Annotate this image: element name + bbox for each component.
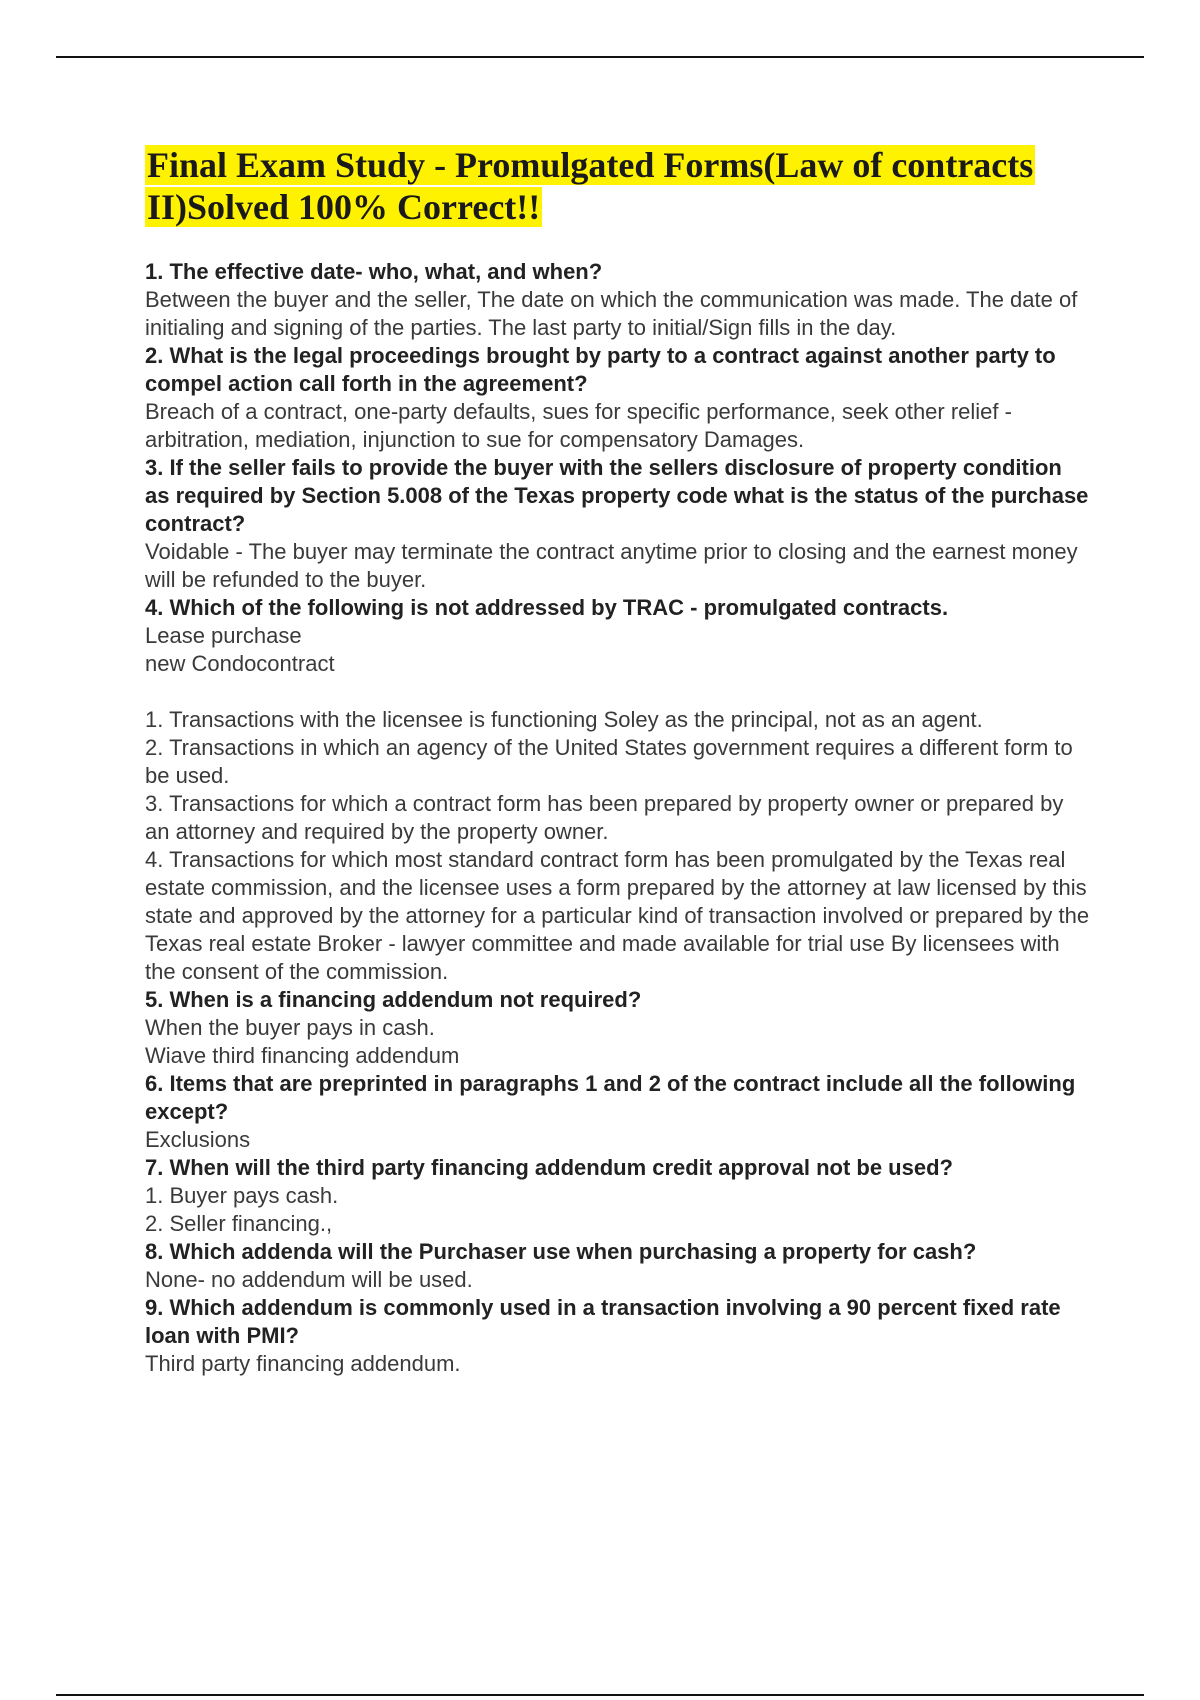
answer-5-line-2: Wiave third financing addendum — [145, 1043, 460, 1068]
answer-6: Exclusions — [145, 1127, 251, 1152]
question-1: 1. The effective date- who, what, and when? — [145, 259, 603, 284]
question-9: 9. Which addendum is commonly used in a transaction involving a 90 percent fixed rate loan with PMI? — [145, 1295, 1061, 1348]
answer-7-line-1: 1. Buyer pays cash. — [145, 1183, 339, 1208]
answer-4-line-5: 2. Transactions in which an agency of the United States government requires a different form to be used. — [145, 735, 1073, 788]
question-5: 5. When is a financing addendum not required? — [145, 987, 642, 1012]
qa-item-7 — [145, 1154, 1090, 1238]
answer-4-line-6: 3. Transactions for which a contract form has been prepared by property owner or prepared by an attorney and required by the property owner. — [145, 791, 1064, 844]
answer-4-line-2: new Condocontract — [145, 651, 335, 676]
answer-4-line-7: 4. Transactions for which most standard contract form has been promulgated by the Texas real estate commission, and the licensee uses a form prepared by the attorney at law licensed by this state and approved by the attorney for a particular kind of transaction involved or prepared by the Texas real estate Broker - lawyer committee and made available for trial use By licensees with the consent of the commission. — [145, 847, 1090, 984]
answer-2: Breach of a contract, one-party defaults, sues for specific performance, seek other relief - arbitration, mediation, injunction to sue for compensatory Damages. — [145, 399, 1012, 452]
qa-item-1 — [145, 258, 1090, 342]
question-7: 7. When will the third party financing addendum credit approval not be used? — [145, 1155, 953, 1180]
question-2: 2. What is the legal proceedings brought by party to a contract against another party to compel action call forth in the agreement? — [145, 343, 1056, 396]
question-8: 8. Which addenda will the Purchaser use when purchasing a property for cash? — [145, 1239, 977, 1264]
question-3: 3. If the seller fails to provide the buyer with the sellers disclosure of property condition as required by Section 5.008 of the Texas property code what is the status of the purchase contract? — [145, 455, 1089, 536]
document-title — [145, 144, 1095, 228]
blank-line — [145, 678, 1090, 706]
qa-item-6 — [145, 1070, 1090, 1154]
qa-item-2 — [145, 342, 1090, 454]
title-line-2: II)Solved 100% Correct!! — [147, 187, 541, 227]
answer-9: Third party financing addendum. — [145, 1351, 461, 1376]
top-rule — [56, 56, 1144, 58]
qa-item-5 — [145, 986, 1090, 1070]
qa-list — [145, 258, 1090, 1378]
answer-3: Voidable - The buyer may terminate the contract anytime prior to closing and the earnest money will be refunded to the buyer. — [145, 539, 1078, 592]
answer-8: None- no addendum will be used. — [145, 1267, 473, 1292]
answer-4-line-4: 1. Transactions with the licensee is functioning Soley as the principal, not as an agent. — [145, 707, 983, 732]
qa-item-4 — [145, 594, 1090, 986]
answer-5-line-1: When the buyer pays in cash. — [145, 1015, 435, 1040]
qa-item-8 — [145, 1238, 1090, 1294]
answer-7-line-2: 2. Seller financing., — [145, 1211, 333, 1236]
answer-4-line-1: Lease purchase — [145, 623, 302, 648]
qa-item-3 — [145, 454, 1090, 594]
answer-1: Between the buyer and the seller, The date on which the communication was made. The date of initialing and signing of the parties. The last party to initial/Sign fills in the day. — [145, 287, 1078, 340]
title-line-1: Final Exam Study - Promulgated Forms(Law of contracts — [147, 145, 1034, 185]
bottom-rule — [56, 1694, 1144, 1696]
question-6: 6. Items that are preprinted in paragraphs 1 and 2 of the contract include all the following except? — [145, 1071, 1076, 1124]
question-4: 4. Which of the following is not addressed by TRAC - promulgated contracts. — [145, 595, 949, 620]
qa-item-9 — [145, 1294, 1090, 1378]
